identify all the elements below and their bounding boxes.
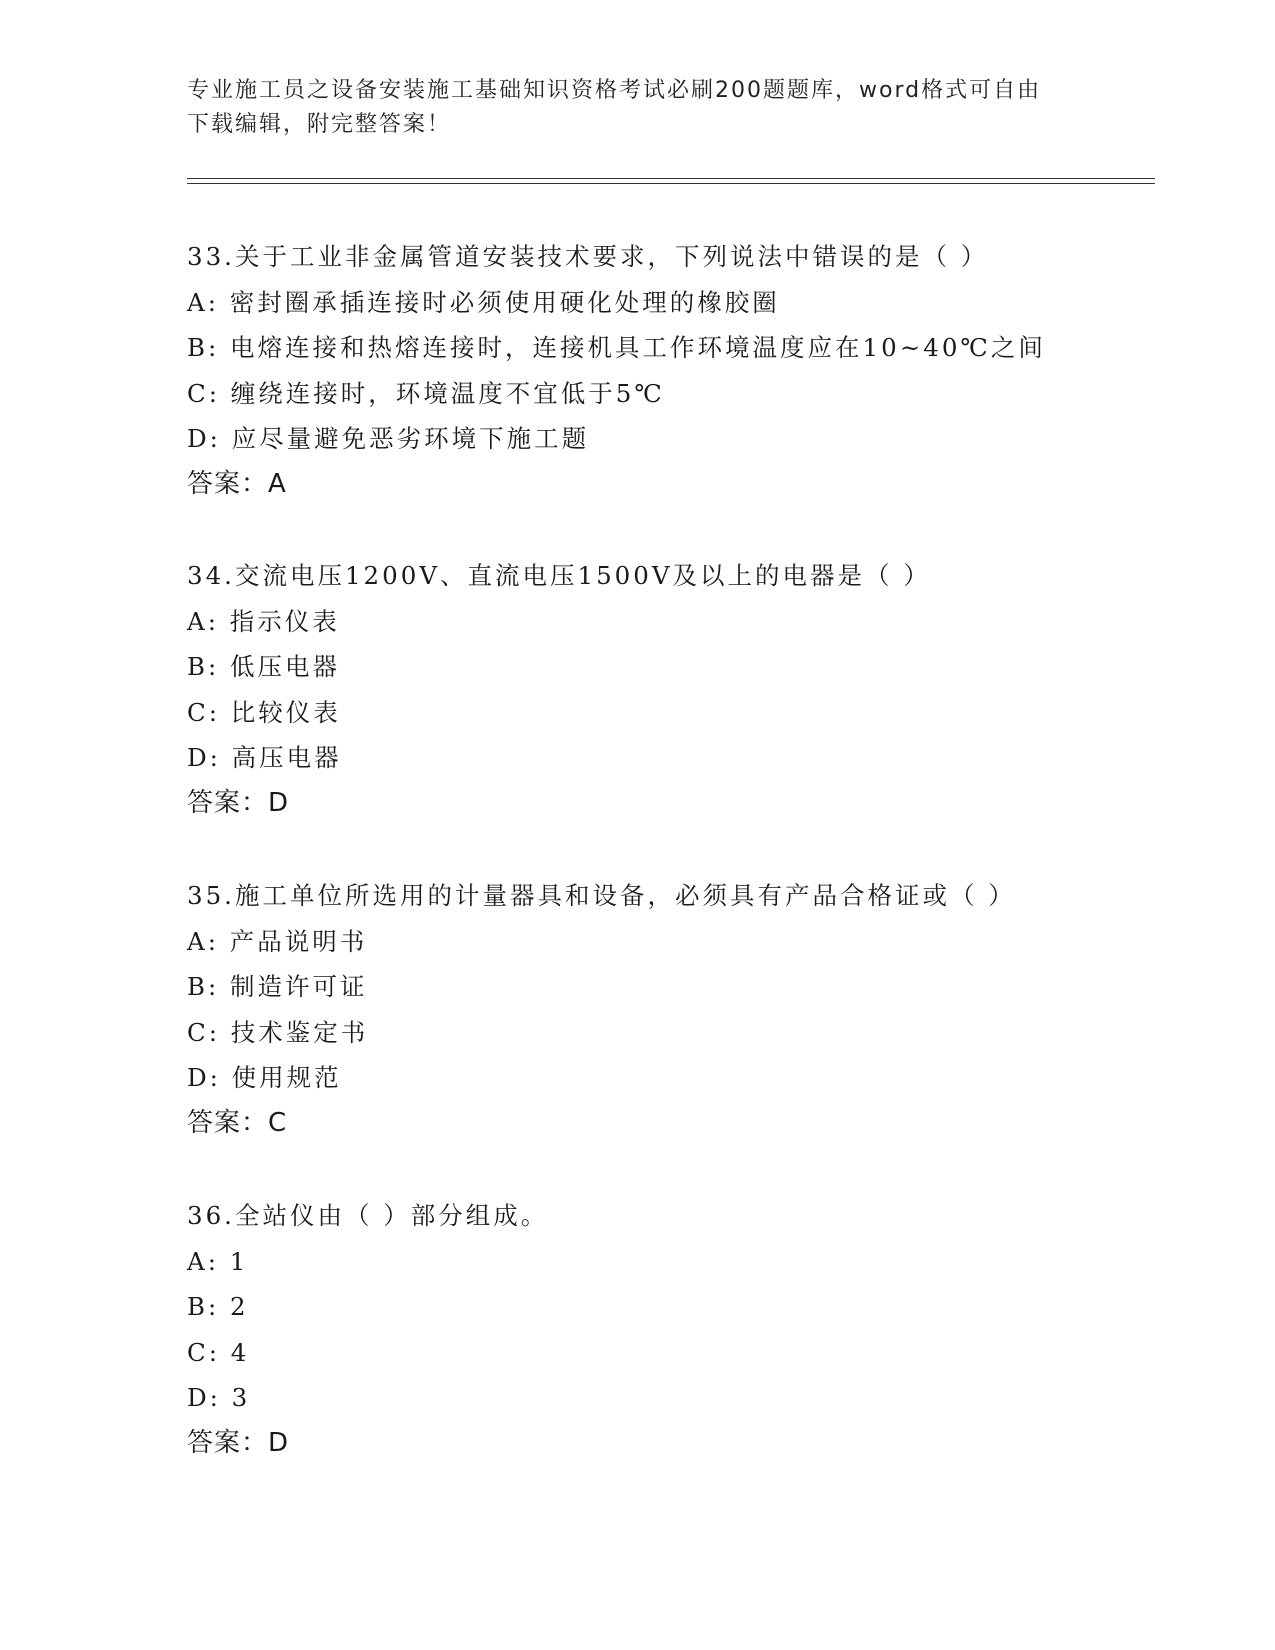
- option-d: D: 高压电器: [187, 743, 342, 772]
- option-b: B: 电熔连接和热熔连接时，连接机具工作环境温度应在10~40℃之间: [187, 333, 1046, 362]
- header-divider-top: [187, 178, 1155, 179]
- answer-label: 答案：D: [187, 787, 290, 818]
- answer-label: 答案：A: [187, 468, 287, 499]
- option-b: B: 低压电器: [187, 652, 341, 681]
- answer-label: 答案：C: [187, 1107, 288, 1138]
- header-line-1: 专业施工员之设备安装施工基础知识资格考试必刷200题题库，word格式可自由: [187, 78, 1042, 103]
- header-line-2: 下载编辑，附完整答案！: [187, 112, 452, 137]
- option-a: A: 1: [187, 1246, 249, 1276]
- option-c: C: 缠绕连接时，环境温度不宜低于5℃: [187, 378, 665, 408]
- option-d: D: 应尽量避免恶劣环境下施工题: [187, 424, 590, 453]
- question-33: [187, 234, 1167, 507]
- answer-label: 答案：D: [187, 1427, 290, 1458]
- option-d: D: 使用规范: [187, 1063, 342, 1092]
- question-stem: 33.关于工业非金属管道安装技术要求，下列说法中错误的是（ ）: [187, 242, 989, 271]
- option-c: C: 4: [187, 1337, 250, 1367]
- question-34: [187, 553, 1167, 826]
- option-b: B: 2: [187, 1292, 249, 1321]
- option-c: C: 比较仪表: [187, 697, 341, 727]
- question-stem: 36.全站仪由（ ）部分组成。: [187, 1201, 549, 1230]
- option-a: A: 产品说明书: [187, 926, 368, 956]
- option-b: B: 制造许可证: [187, 972, 368, 1001]
- option-d: D: 3: [187, 1383, 251, 1412]
- question-stem: 34.交流电压1200V、直流电压1500V及以上的电器是（ ）: [187, 561, 931, 590]
- question-36: [187, 1193, 1167, 1466]
- option-a: A: 指示仪表: [187, 606, 340, 636]
- question-35: [187, 873, 1167, 1146]
- question-stem: 35.施工单位所选用的计量器具和设备，必须具有产品合格证或（ ）: [187, 881, 1016, 910]
- option-c: C: 技术鉴定书: [187, 1017, 369, 1047]
- option-a: A: 密封圈承插连接时必须使用硬化处理的橡胶圈: [187, 287, 780, 317]
- document-header: [187, 74, 1087, 142]
- header-divider-bottom: [187, 183, 1155, 184]
